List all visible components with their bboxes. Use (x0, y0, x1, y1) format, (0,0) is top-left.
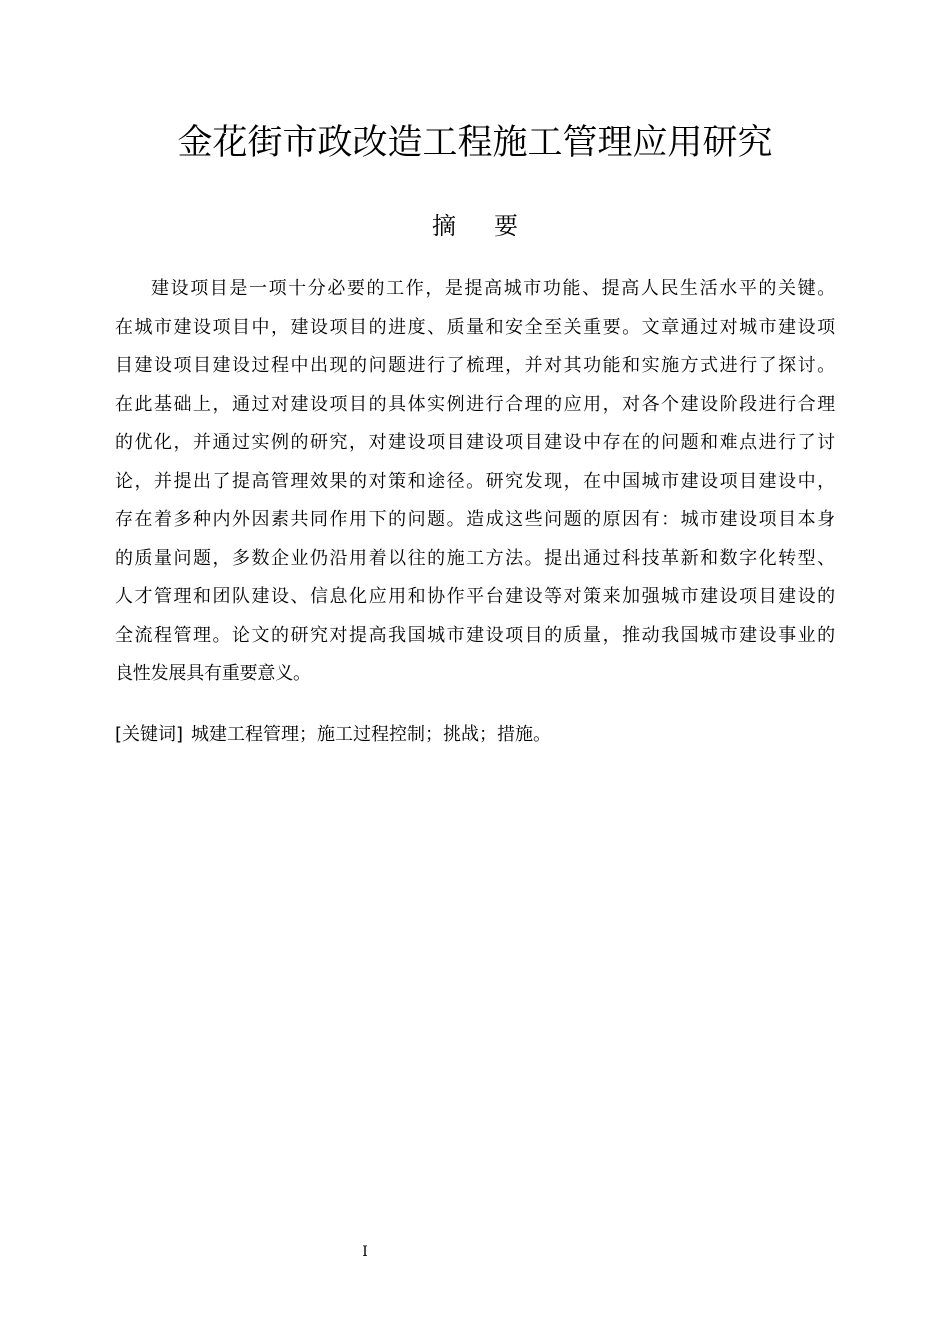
abstract-line: 目建设项目建设过程中出现的问题进行了梳理，并对其功能和实施方式进行了探讨。 (115, 355, 835, 376)
abstract-heading (0, 208, 950, 244)
abstract-body (115, 270, 835, 694)
abstract-line: 人才管理和团队建设、信息化应用和协作平台建设等对策来加强城市建设项目建设的 (115, 586, 835, 607)
keywords-label: [关键词] (115, 724, 184, 745)
abstract-line: 的优化，并通过实例的研究，对建设项目建设项目建设中存在的问题和难点进行了讨 (115, 432, 835, 453)
abstract-heading-char-2: 要 (494, 212, 518, 240)
keywords (115, 717, 835, 753)
abstract-line: 论，并提出了提高管理效果的对策和途径。研究发现，在中国城市建设项目建设中， (115, 470, 835, 492)
abstract-line: 在此基础上，通过对建设项目的具体实例进行合理的应用，对各个建设阶段进行合理 (115, 393, 835, 415)
abstract-line: 在城市建设项目中，建设项目的进度、质量和安全至关重要。文章通过对城市建设项 (115, 316, 835, 338)
abstract-line: 的质量问题，多数企业仍沿用着以往的施工方法。提出通过科技革新和数字化转型、 (115, 547, 835, 569)
page-title: 金花街市政改造工程施工管理应用研究 (177, 123, 773, 163)
keywords-text: 城建工程管理；施工过程控制；挑战；措施。 (191, 724, 552, 745)
abstract-heading-char-1: 摘 (432, 212, 456, 240)
abstract-line: 全流程管理。论文的研究对提高我国城市建设项目的质量，推动我国城市建设事业的 (115, 624, 835, 646)
abstract-line: 建设项目是一项十分必要的工作，是提高城市功能、提高人民生活水平的关键。 (151, 278, 835, 299)
page-number: I (362, 1244, 368, 1260)
abstract-line: 良性发展具有重要意义。 (115, 663, 311, 684)
abstract-line: 存在着多种内外因素共同作用下的问题。造成这些问题的原因有：城市建设项目本身 (115, 509, 835, 530)
